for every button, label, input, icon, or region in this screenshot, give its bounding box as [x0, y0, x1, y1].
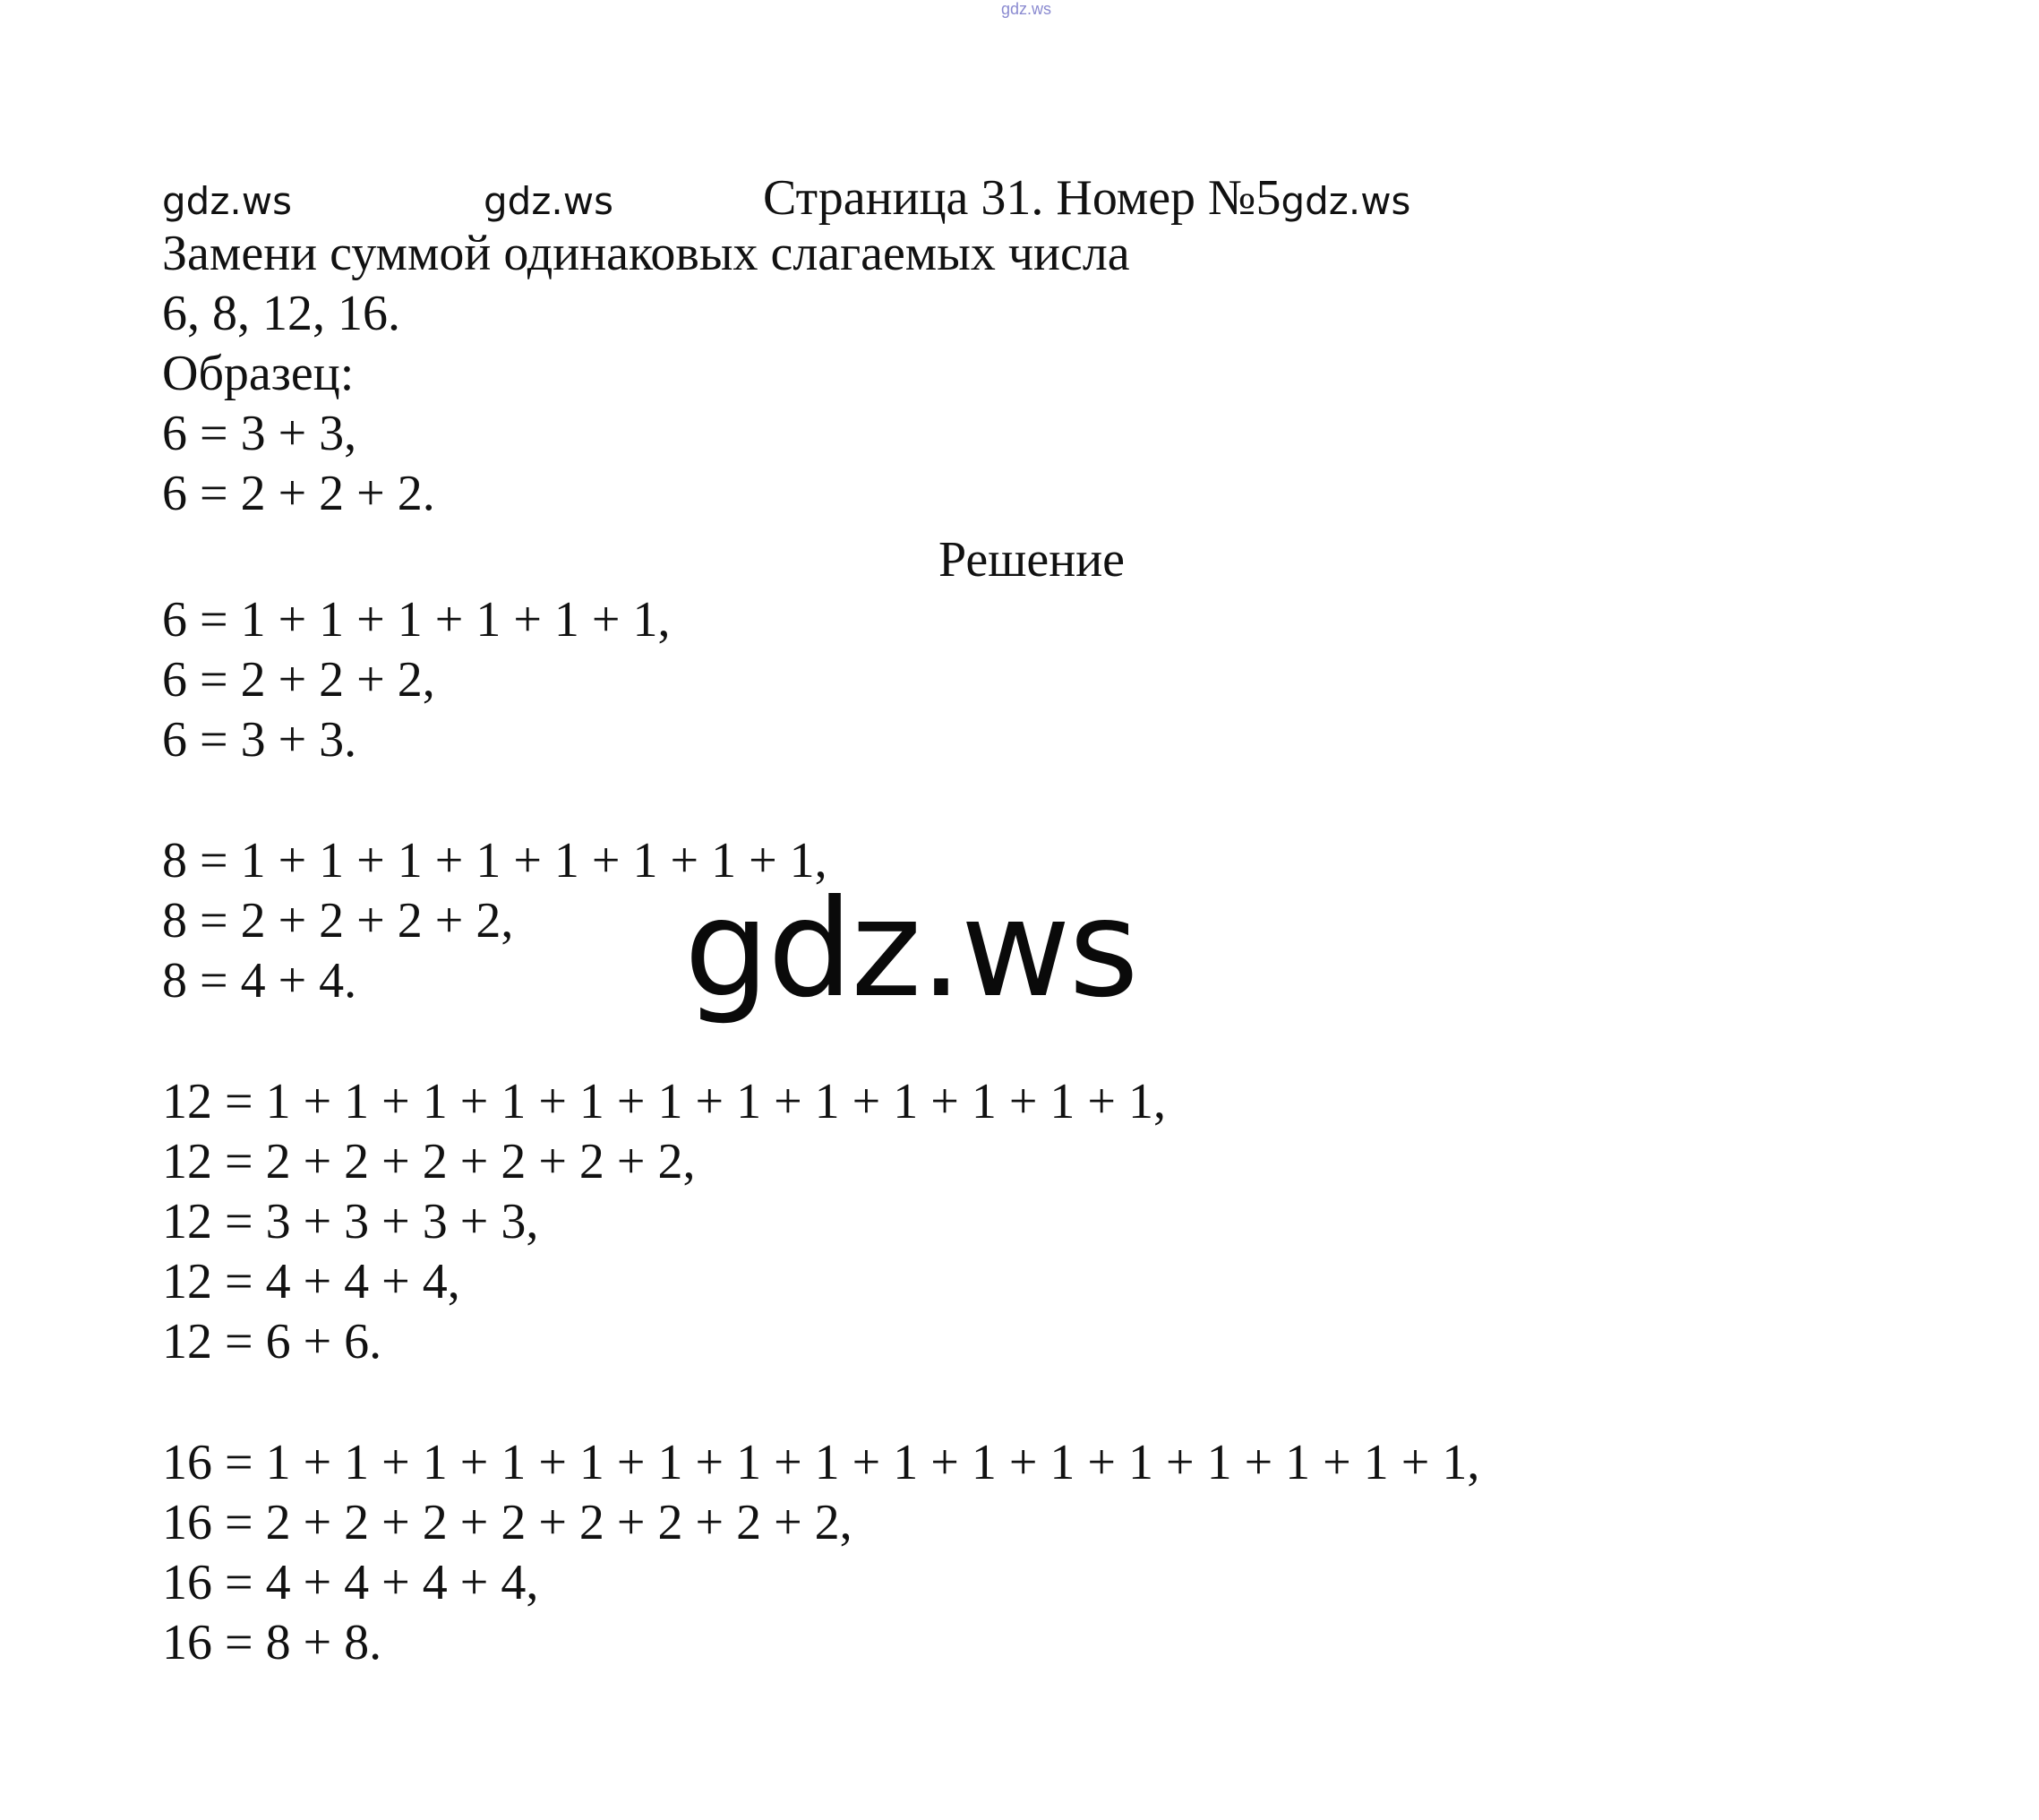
header-row [0, 168, 2039, 231]
equation-line: 6 = 2 + 2 + 2, [162, 652, 435, 708]
solution-heading: Решение [938, 532, 1126, 588]
watermark-top: gdz.ws [1001, 0, 1052, 18]
equation-line: 16 = 2 + 2 + 2 + 2 + 2 + 2 + 2 + 2, [162, 1495, 852, 1550]
equation-line: 6 = 1 + 1 + 1 + 1 + 1 + 1, [162, 592, 671, 648]
page-title-watermark: gdz.ws [1281, 179, 1411, 223]
task-line: Образец: [162, 346, 355, 401]
equation-line: 16 = 1 + 1 + 1 + 1 + 1 + 1 + 1 + 1 + 1 + 1 + 1 + 1 + 1 + 1 + 1 + 1, [162, 1435, 1480, 1490]
equation-line: 6 = 3 + 3. [162, 712, 357, 768]
watermark-left-2: gdz.ws [484, 179, 613, 223]
task-line: Замени суммой одинаковых слагаемых числа [162, 226, 1130, 281]
equation-line: 12 = 4 + 4 + 4, [162, 1254, 460, 1309]
task-line: 6 = 3 + 3, [162, 406, 357, 461]
equation-line: 12 = 3 + 3 + 3 + 3, [162, 1194, 539, 1249]
equation-line: 16 = 8 + 8. [162, 1615, 382, 1670]
solution-group-12 [162, 1072, 1166, 1372]
task-line: 6, 8, 12, 16. [162, 286, 400, 341]
equation-line: 16 = 4 + 4 + 4 + 4, [162, 1555, 539, 1610]
page-title [763, 168, 1410, 231]
equation-line: 8 = 1 + 1 + 1 + 1 + 1 + 1 + 1 + 1, [162, 833, 827, 889]
solution-group-16 [162, 1433, 1479, 1673]
page-title-text: Страница 31. Номер №5 [763, 170, 1281, 226]
watermark-big: gdz.ws [684, 871, 1137, 1027]
equation-line: 8 = 2 + 2 + 2 + 2, [162, 893, 514, 949]
equation-line: 12 = 2 + 2 + 2 + 2 + 2 + 2, [162, 1134, 696, 1189]
equation-line: 12 = 6 + 6. [162, 1314, 382, 1369]
task-statement [162, 224, 1130, 524]
equation-line: 12 = 1 + 1 + 1 + 1 + 1 + 1 + 1 + 1 + 1 + 1 + 1 + 1, [162, 1074, 1166, 1129]
task-line: 6 = 2 + 2 + 2. [162, 466, 435, 521]
watermark-left-1: gdz.ws [162, 179, 292, 223]
equation-line: 8 = 4 + 4. [162, 953, 357, 1009]
solution-group-6 [162, 590, 671, 770]
